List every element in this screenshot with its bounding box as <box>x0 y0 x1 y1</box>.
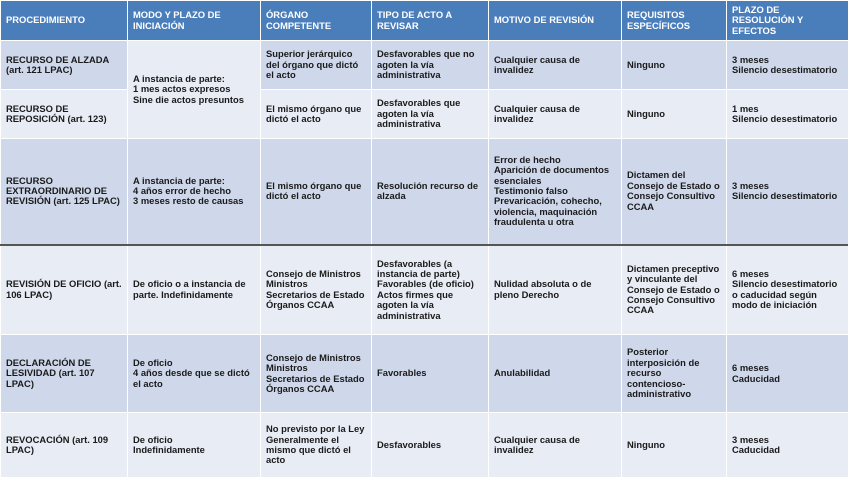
header-organo: ÓRGANO COMPETENTE <box>261 1 372 41</box>
header-motivo: MOTIVO DE REVISIÓN <box>489 1 622 41</box>
plazo-cell: 3 meses Caducidad <box>727 413 848 478</box>
procedure-ref: (art. 125 LPAC) <box>53 195 120 206</box>
motivo-cell: Nulidad absoluta o de pleno Derecho <box>489 245 622 335</box>
plazo-cell: 6 meses Caducidad <box>727 335 848 413</box>
requisitos-cell: Ninguno <box>622 413 727 478</box>
header-requisitos: REQUISITOS ESPECÍFICOS <box>622 1 727 41</box>
requisitos-cell: Ninguno <box>622 41 727 90</box>
motivo-cell: Error de hecho Aparición de documentos esenciales Testimonio falso Prevaricación, cohecho, violencia, maquinación fraudulenta u otra <box>489 139 622 245</box>
tipo-cell: Desfavorables que agoten la vía administrativa <box>372 90 489 139</box>
modo-cell: A instancia de parte: 1 mes actos expresos Sine die actos presuntos <box>128 41 261 139</box>
tipo-cell: Desfavorables (a instancia de parte) Favorables (de oficio) Actos firmes que agoten la vía administrativa <box>372 245 489 335</box>
tipo-cell: Favorables <box>372 335 489 413</box>
procedure-ref: (art. 106 LPAC) <box>6 278 122 299</box>
procedure-name: RECURSO DE ALZADA (art. 121 LPAC) <box>1 41 128 90</box>
procedure-ref: (art. 123) <box>67 113 106 124</box>
header-procedimiento: PROCEDIMIENTO <box>1 1 128 41</box>
modo-cell: A instancia de parte: 4 años error de hecho 3 meses resto de causas <box>128 139 261 245</box>
header-tipo-acto: TIPO DE ACTO A REVISAR <box>372 1 489 41</box>
tipo-cell: Desfavorables <box>372 413 489 478</box>
plazo-cell: 3 meses Silencio desestimatorio <box>727 139 848 245</box>
procedure-name: REVISIÓN DE OFICIO (art. 106 LPAC) <box>1 245 128 335</box>
procedure-ref: (art. 109 LPAC) <box>6 434 108 455</box>
plazo-cell: 6 meses Silencio desestimatorio o caducidad según modo de iniciación <box>727 245 848 335</box>
procedure-name: REVOCACIÓN (art. 109 LPAC) <box>1 413 128 478</box>
modo-cell: De oficio Indefinidamente <box>128 413 261 478</box>
requisitos-cell: Dictamen preceptivo y vinculante del Consejo de Estado o Consejo Consultivo CCAA <box>622 245 727 335</box>
table-row <box>1 139 848 245</box>
requisitos-cell: Dictamen del Consejo de Estado o Consejo Consultivo CCAA <box>622 139 727 245</box>
table-row <box>1 41 848 90</box>
requisitos-cell: Posterior interposición de recurso contencioso-administrativo <box>622 335 727 413</box>
procedure-name: DECLARACIÓN DE LESIVIDAD (art. 107 LPAC) <box>1 335 128 413</box>
requisitos-cell: Ninguno <box>622 90 727 139</box>
motivo-cell: Cualquier causa de invalidez <box>489 90 622 139</box>
organo-cell: No previsto por la Ley Generalmente el mismo que dictó el acto <box>261 413 372 478</box>
table-row <box>1 335 848 413</box>
tipo-cell: Resolución recurso de alzada <box>372 139 489 245</box>
organo-cell: El mismo órgano que dictó el acto <box>261 90 372 139</box>
table-row <box>1 413 848 478</box>
modo-cell: De oficio o a instancia de parte. Indefinidamente <box>128 245 261 335</box>
tipo-cell: Desfavorables que no agoten la vía administrativa <box>372 41 489 90</box>
procedure-name: RECURSO DE REPOSICIÓN (art. 123) <box>1 90 128 139</box>
header-plazo-efectos: PLAZO DE RESOLUCIÓN Y EFECTOS <box>727 1 848 41</box>
modo-cell: De oficio 4 años desde que se dictó el acto <box>128 335 261 413</box>
plazo-cell: 1 mes Silencio desestimatorio <box>727 90 848 139</box>
motivo-cell: Anulabilidad <box>489 335 622 413</box>
procedure-name: RECURSO EXTRAORDINARIO DE REVISIÓN (art. 125 LPAC) <box>1 139 128 245</box>
organo-cell: El mismo órgano que dictó el acto <box>261 139 372 245</box>
header-modo-plazo: MODO Y PLAZO DE INICIACIÓN <box>128 1 261 41</box>
table-row <box>1 245 848 335</box>
organo-cell: Consejo de Ministros Ministros Secretarios de Estado Órganos CCAA <box>261 335 372 413</box>
motivo-cell: Cualquier causa de invalidez <box>489 413 622 478</box>
procedure-ref: (art. 121 LPAC) <box>6 64 73 75</box>
plazo-cell: 3 meses Silencio desestimatorio <box>727 41 848 90</box>
organo-cell: Consejo de Ministros Ministros Secretarios de Estado Órganos CCAA <box>261 245 372 335</box>
procedure-ref: (art. 107 LPAC) <box>6 367 95 388</box>
motivo-cell: Cualquier causa de invalidez <box>489 41 622 90</box>
organo-cell: Superior jerárquico del órgano que dictó el acto <box>261 41 372 90</box>
